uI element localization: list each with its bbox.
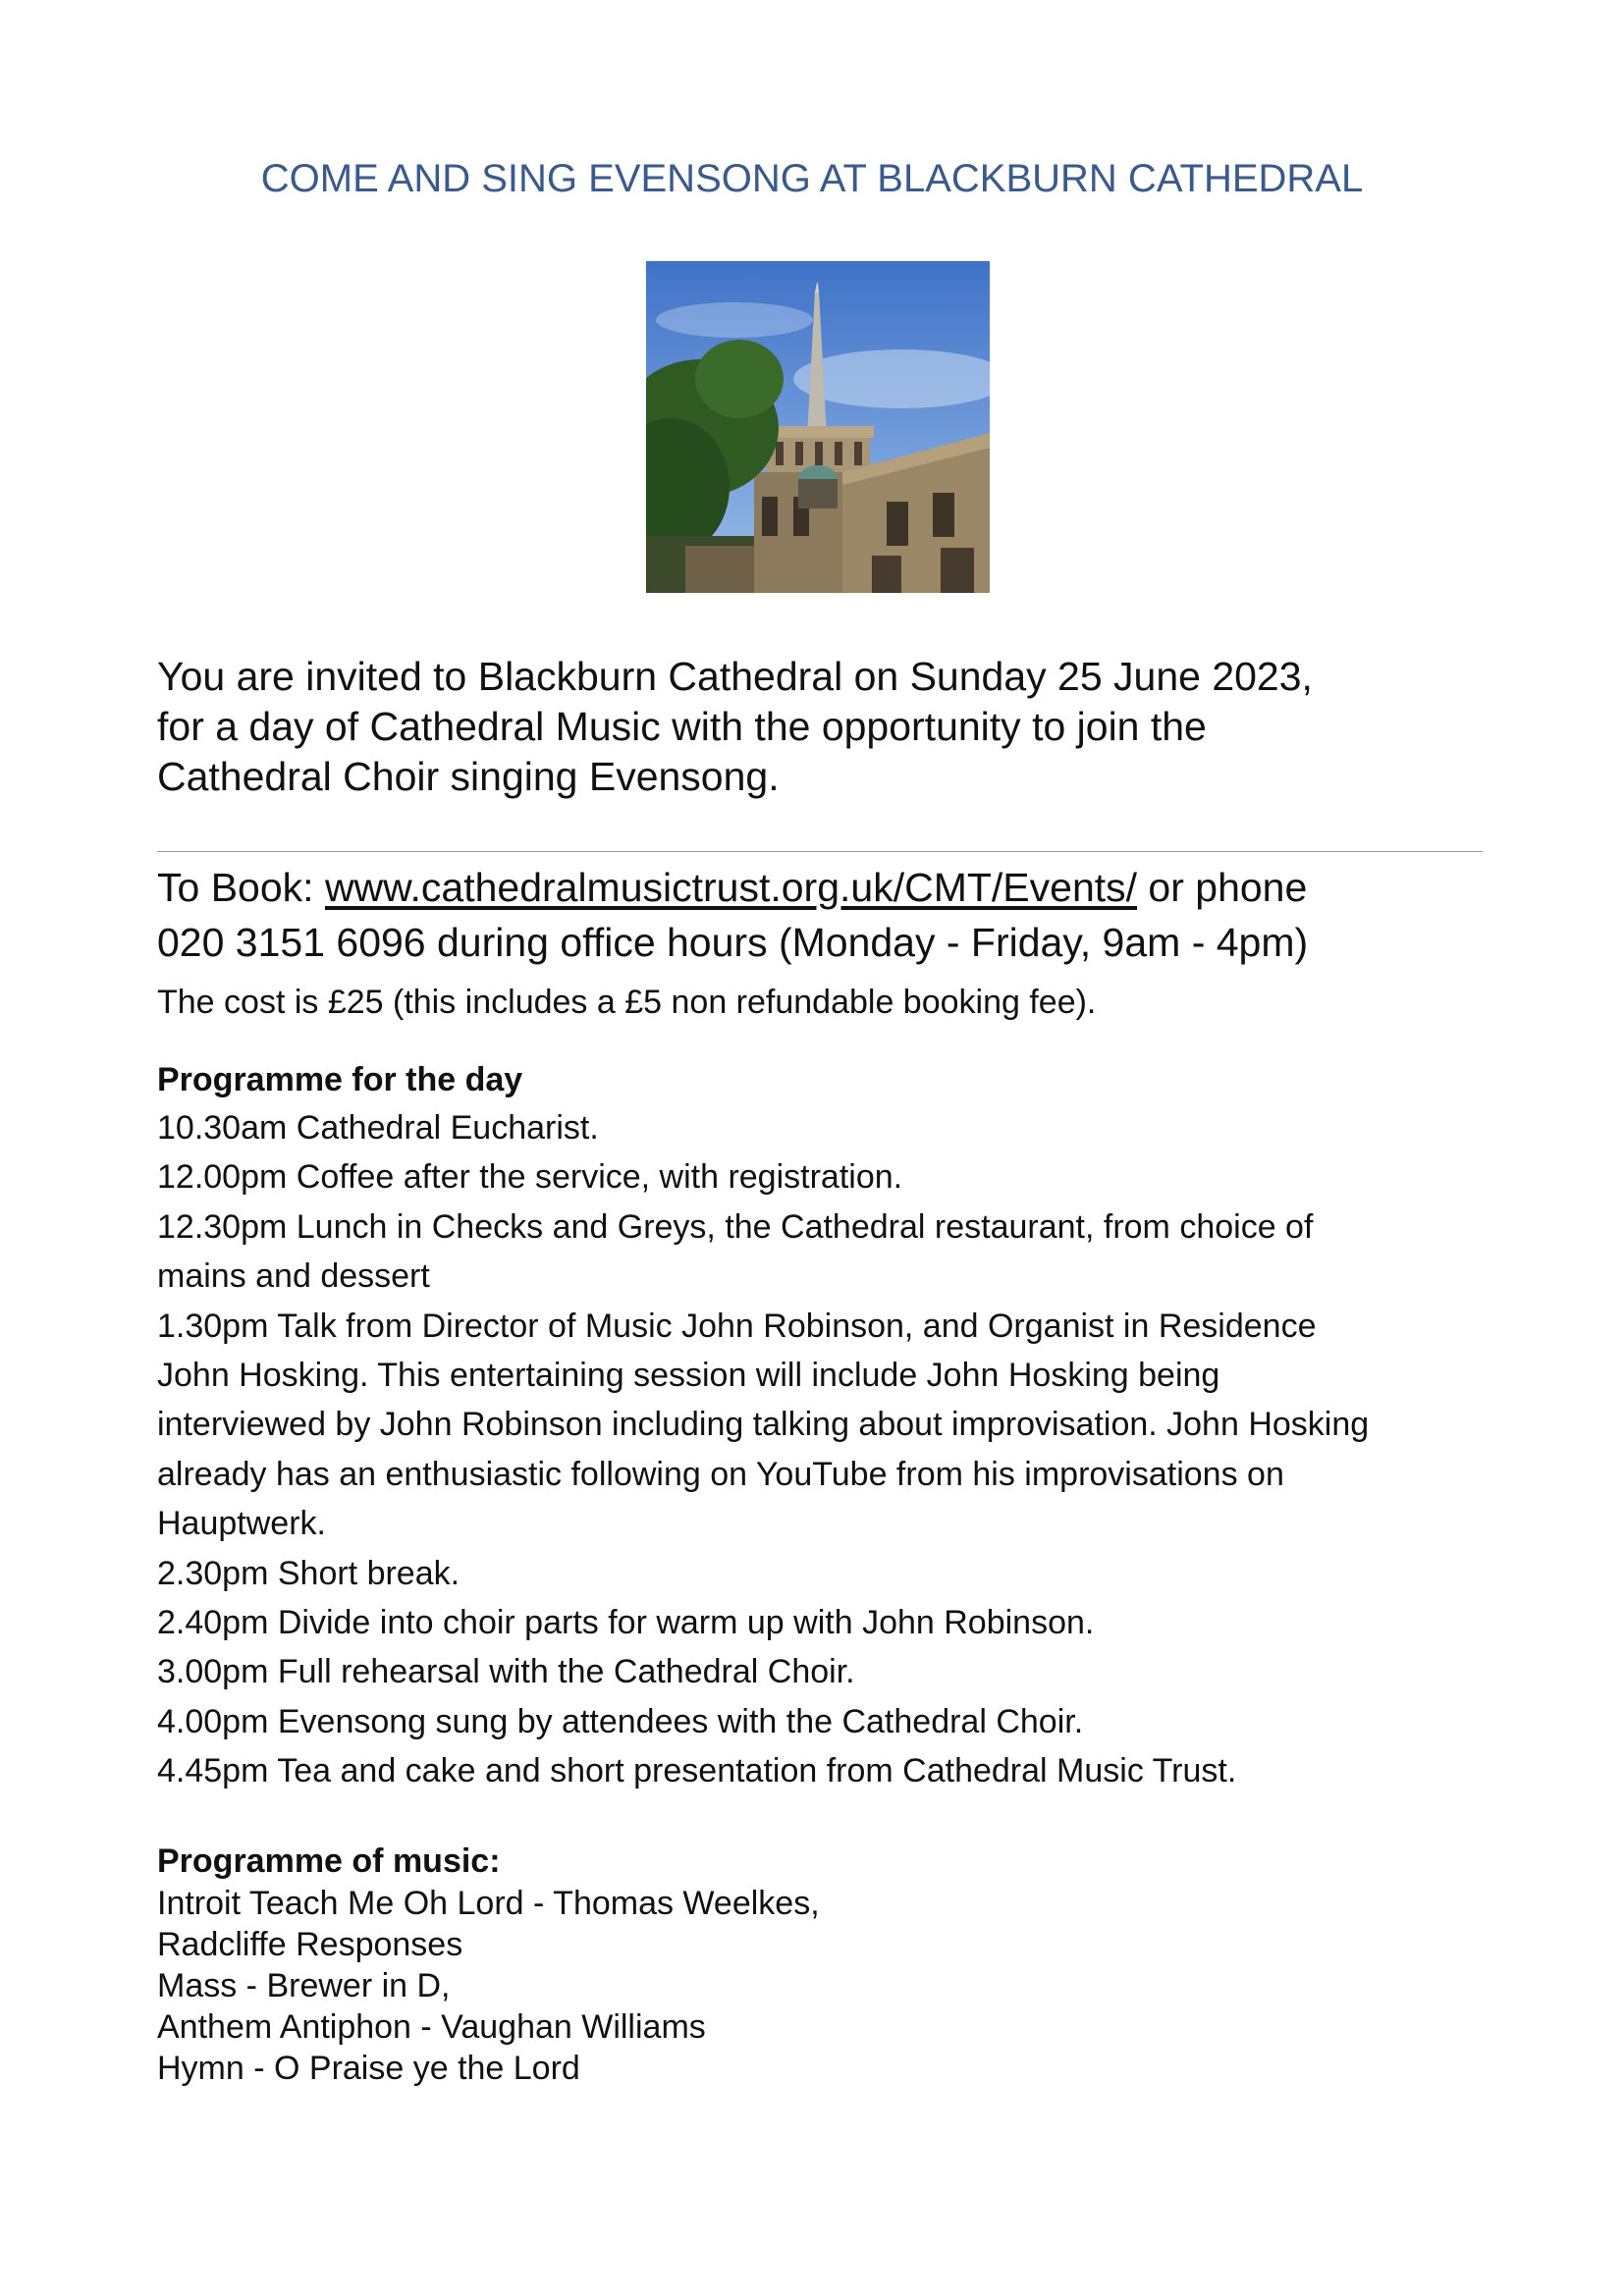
programme-line: 3.00pm Full rehearsal with the Cathedral Choir. — [157, 1653, 855, 1691]
cost-note: The cost is £25 (this includes a £5 non refundable booking fee). — [157, 984, 1097, 1021]
invite-line: You are invited to Blackburn Cathedral on Sunday 25 June 2023, — [157, 654, 1313, 699]
programme-heading: Programme for the day — [157, 1061, 523, 1098]
programme-line: 4.00pm Evensong sung by attendees with the Cathedral Choir. — [157, 1702, 1084, 1740]
booking-line-1 — [157, 860, 1532, 915]
music-section — [157, 1840, 1532, 2089]
booking-line-2: 020 3151 6096 during office hours (Monday - Friday, 9am - 4pm) — [157, 920, 1309, 965]
invite-line: Cathedral Choir singing Evensong. — [157, 754, 780, 799]
programme-line: 12.00pm Coffee after the service, with registration. — [157, 1158, 903, 1197]
music-heading: Programme of music: — [157, 1842, 501, 1880]
programme-line: 4.45pm Tea and cake and short presentation from Cathedral Music Trust. — [157, 1752, 1237, 1790]
programme-line: already has an enthusiastic following on YouTube from his improvisations on — [157, 1455, 1284, 1493]
programme-line: 10.30am Cathedral Eucharist. — [157, 1109, 599, 1147]
music-line: Introit Teach Me Oh Lord - Thomas Weelkes, — [157, 1885, 820, 1922]
music-line: Hymn - O Praise ye the Lord — [157, 2050, 580, 2087]
programme-line: 2.40pm Divide into choir parts for warm up with John Robinson. — [157, 1604, 1095, 1642]
programme-line: interviewed by John Robinson including talking about improvisation. John Hosking — [157, 1406, 1370, 1444]
booking-suffix: or phone — [1137, 865, 1308, 910]
invite-line: for a day of Cathedral Music with the opportunity to join the — [157, 704, 1207, 749]
programme-line: 1.30pm Talk from Director of Music John Robinson, and Organist in Residence — [157, 1307, 1317, 1345]
music-line: Mass - Brewer in D, — [157, 1967, 451, 2004]
booking-prefix: To Book: — [157, 865, 325, 910]
divider — [157, 851, 1483, 852]
invitation-text — [157, 652, 1512, 802]
programme-line: mains and dessert — [157, 1257, 430, 1296]
cathedral-photo — [646, 261, 990, 593]
programme-section — [157, 1056, 1532, 1796]
page-title: COME AND SING EVENSONG AT BLACKBURN CATHEDRAL — [260, 157, 1364, 200]
booking-link[interactable]: www.cathedralmusictrust.org.uk/CMT/Events/ — [324, 865, 1138, 910]
programme-line: 12.30pm Lunch in Checks and Greys, the Cathedral restaurant, from choice of — [157, 1207, 1314, 1246]
programme-line: Hauptwerk. — [157, 1505, 326, 1543]
programme-line: 2.30pm Short break. — [157, 1554, 460, 1592]
programme-line: John Hosking. This entertaining session will include John Hosking being — [157, 1357, 1220, 1395]
music-line: Radcliffe Responses — [157, 1926, 463, 1963]
music-line: Anthem Antiphon - Vaughan Williams — [157, 2008, 706, 2046]
booking-info — [157, 860, 1532, 970]
